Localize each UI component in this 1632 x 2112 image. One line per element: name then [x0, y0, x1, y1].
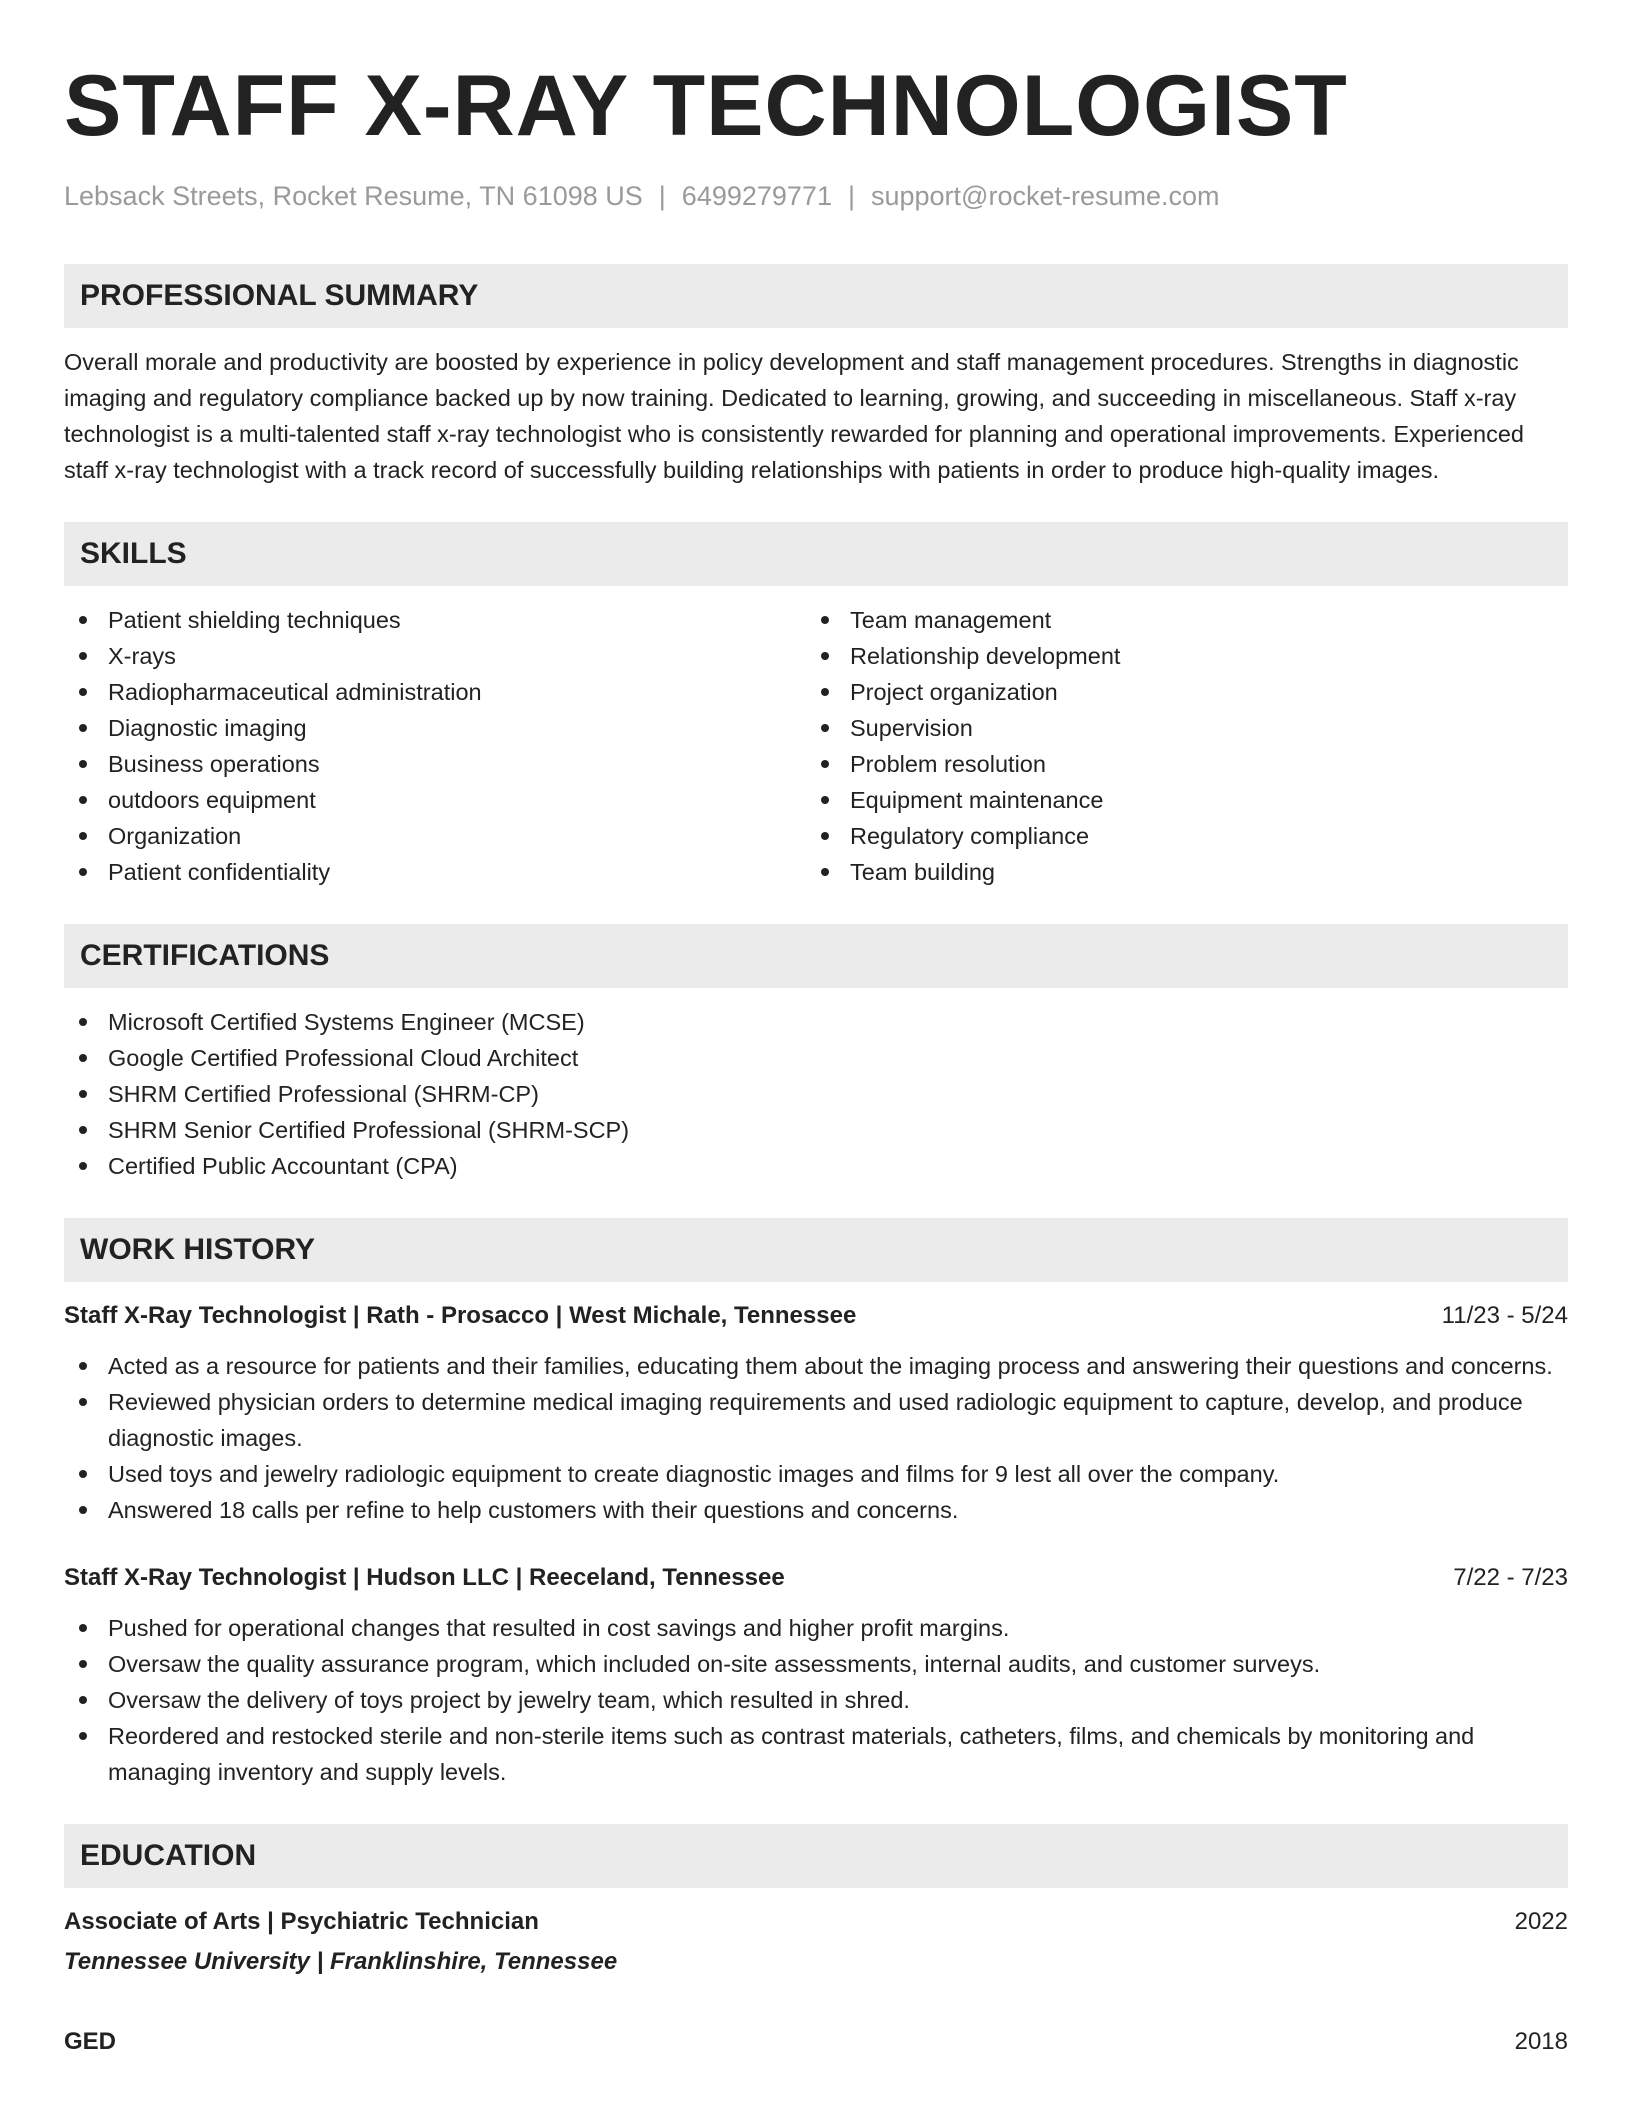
summary-text: Overall morale and productivity are boosted by experience in policy development and staff management procedures. Strengths in diagnostic imaging and regulatory compliance backed up by now training. Dedicated to learning, growing, and succeeding in miscellaneous. Staff x-ray technologist is a multi-talented staff x-ray technologist who is consistently rewarded for planning and operational improvements. Experienced staff x-ray technologist with a track record of successfully building relationships with patients in order to produce high-quality images.	[64, 349, 1524, 483]
job-title: Staff X-Ray Technologist | Rath - Prosacco | West Michale, Tennessee	[64, 1302, 857, 1329]
job-bullet: Answered 18 calls per refine to help customers with their questions and concerns.	[64, 1492, 1568, 1528]
skill-item: outdoors equipment	[64, 782, 806, 818]
skills-heading: SKILLS	[80, 537, 187, 570]
skill-item: Patient confidentiality	[64, 854, 806, 890]
job-entry	[64, 1298, 1568, 1528]
education-header	[64, 1904, 1568, 1940]
skill-item: Relationship development	[806, 638, 1548, 674]
education-section-header	[64, 1824, 1568, 1888]
certification-item: SHRM Certified Professional (SHRM-CP)	[64, 1076, 1568, 1112]
graduation-year: 2018	[1514, 2028, 1568, 2055]
certification-item: Certified Public Accountant (CPA)	[64, 1148, 1568, 1184]
education-heading: EDUCATION	[80, 1839, 257, 1872]
summary-section-header	[64, 264, 1568, 328]
job-title: Staff X-Ray Technologist | Hudson LLC | Reeceland, Tennessee	[64, 1564, 785, 1591]
job-bullet: Oversaw the delivery of toys project by jewelry team, which resulted in shred.	[64, 1682, 1568, 1718]
job-bullet: Reviewed physician orders to determine medical imaging requirements and used radiologic equipment to capture, develop, and produce diagnostic images.	[64, 1384, 1568, 1456]
education-header	[64, 2024, 1568, 2060]
skill-item: Project organization	[806, 674, 1548, 710]
work-history-heading: WORK HISTORY	[80, 1233, 316, 1266]
skill-item: Equipment maintenance	[806, 782, 1548, 818]
address: Lebsack Streets, Rocket Resume, TN 61098 US	[64, 181, 643, 211]
skill-item: Organization	[64, 818, 806, 854]
job-bullet: Oversaw the quality assurance program, which included on-site assessments, internal audits, and customer surveys.	[64, 1646, 1568, 1682]
job-dates: 11/23 - 5/24	[1441, 1302, 1568, 1329]
job-header	[64, 1560, 1568, 1596]
degree: GED	[64, 2028, 117, 2055]
email[interactable]: support@rocket-resume.com	[870, 181, 1220, 211]
skill-item: Diagnostic imaging	[64, 710, 806, 746]
job-bullets	[64, 1348, 1568, 1528]
skills-column-right	[806, 602, 1548, 890]
job-bullet: Pushed for operational changes that resulted in cost savings and higher profit margins.	[64, 1610, 1568, 1646]
education-entry	[64, 2024, 1568, 2060]
skill-item: Business operations	[64, 746, 806, 782]
job-header	[64, 1298, 1568, 1334]
job-bullet: Reordered and restocked sterile and non-sterile items such as contrast materials, catheters, films, and chemicals by monitoring and managing inventory and supply levels.	[64, 1718, 1568, 1790]
contact-line	[64, 178, 1568, 214]
job-bullet: Acted as a resource for patients and their families, educating them about the imaging process and answering their questions and concerns.	[64, 1348, 1568, 1384]
skill-item: Supervision	[806, 710, 1548, 746]
skill-item: Problem resolution	[806, 746, 1548, 782]
skill-item: Team building	[806, 854, 1548, 890]
skills-column-left	[64, 602, 806, 890]
skills-section-header	[64, 522, 1568, 586]
certifications-section-header	[64, 924, 1568, 988]
skill-item: Team management	[806, 602, 1548, 638]
candidate-name: STAFF X-RAY TECHNOLOGIST	[64, 58, 1348, 154]
job-bullet: Used toys and jewelry radiologic equipment to create diagnostic images and films for 9 lest all over the company.	[64, 1456, 1568, 1492]
job-bullets	[64, 1610, 1568, 1790]
separator: |	[658, 181, 666, 211]
certification-item: Google Certified Professional Cloud Architect	[64, 1040, 1568, 1076]
skill-item: X-rays	[64, 638, 806, 674]
job-entry	[64, 1560, 1568, 1790]
skill-item: Radiopharmaceutical administration	[64, 674, 806, 710]
certifications-list	[64, 1004, 1568, 1184]
certification-item: Microsoft Certified Systems Engineer (MCSE)	[64, 1004, 1568, 1040]
certifications-heading: CERTIFICATIONS	[80, 939, 330, 972]
degree: Associate of Arts | Psychiatric Technician	[64, 1908, 539, 1935]
skill-item: Patient shielding techniques	[64, 602, 806, 638]
summary-heading: PROFESSIONAL SUMMARY	[80, 279, 479, 312]
education-entry	[64, 1904, 1568, 1980]
resume-page	[64, 56, 1568, 2060]
work-history-section-header	[64, 1218, 1568, 1282]
phone[interactable]: 6499279771	[681, 181, 832, 211]
job-dates: 7/22 - 7/23	[1453, 1564, 1568, 1591]
skills-list	[64, 602, 1568, 890]
graduation-year: 2022	[1514, 1908, 1568, 1935]
skill-item: Regulatory compliance	[806, 818, 1548, 854]
certification-item: SHRM Senior Certified Professional (SHRM-SCP)	[64, 1112, 1568, 1148]
separator: |	[847, 181, 855, 211]
school: Tennessee University | Franklinshire, Tennessee	[64, 1948, 618, 1975]
